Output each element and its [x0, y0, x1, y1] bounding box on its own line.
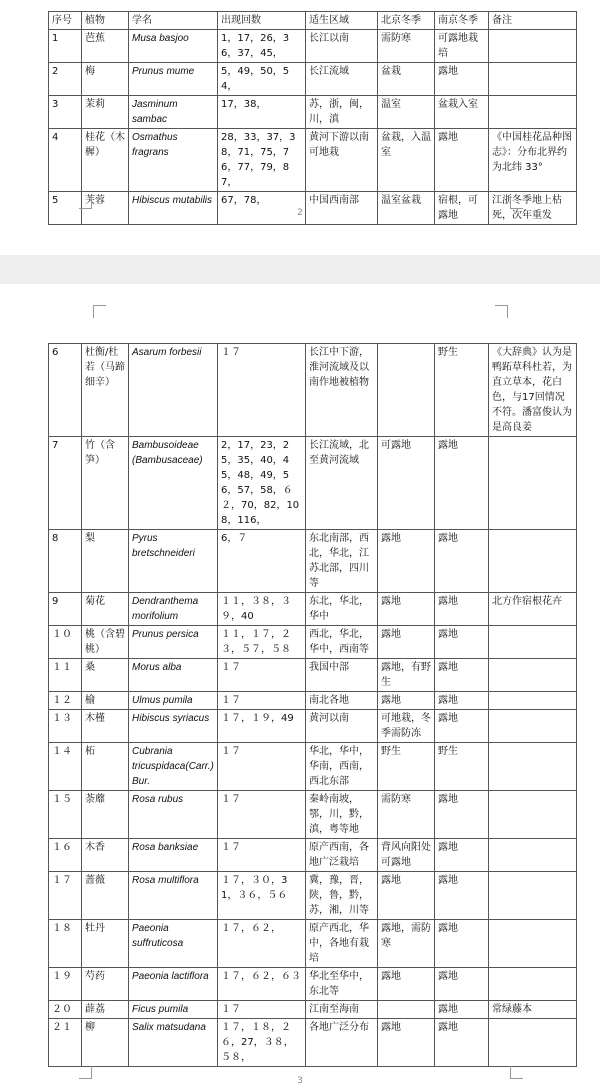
cell-latin-name: Prunus mume — [129, 63, 218, 96]
cell-latin-name: Rosa multiflora — [129, 872, 218, 920]
cell-notes — [489, 791, 577, 839]
table-row — [49, 743, 577, 791]
cell-region: 长江流域 — [306, 63, 378, 96]
cell-occurrences: １７，１９，49 — [218, 710, 306, 743]
cell-region: 长江以南 — [306, 30, 378, 63]
cell-nanjing-winter: 露地 — [435, 626, 489, 659]
cell-latin-name: Dendranthema morifolium — [129, 593, 218, 626]
table-row — [49, 344, 577, 437]
cell-region: 西北，华北，华中，西南等 — [306, 626, 378, 659]
cell-occurrences: １７，１８，２６，27，３８，５８， — [218, 1019, 306, 1067]
cell-plant: 荼蘼 — [82, 791, 129, 839]
cell-region: 东北南部，西北，华北，江苏北部，四川等 — [306, 530, 378, 593]
cell-region: 中国西南部 — [306, 192, 378, 225]
cell-beijing-winter: 需防寒 — [378, 30, 435, 63]
cell-occurrences: １７ — [218, 692, 306, 710]
cell-notes: 《大辞典》认为是鸭跖草科杜若，为直立草本，花白色，与17回情况不符。潘富俊认为是高良姜 — [489, 344, 577, 437]
cell-occurrences: １７，３０，31，３６，５６ — [218, 872, 306, 920]
cell-plant: 柳 — [82, 1019, 129, 1067]
cell-beijing-winter: 露地 — [378, 968, 435, 1001]
cell-nanjing-winter: 露地 — [435, 920, 489, 968]
cell-plant: 桂花（木樨） — [82, 129, 129, 192]
cell-plant: 杜衡/杜若（马蹄细辛） — [82, 344, 129, 437]
column-header: 植物 — [82, 12, 129, 30]
cell-beijing-winter: 温室 — [378, 96, 435, 129]
cell-region: 南北各地 — [306, 692, 378, 710]
cell-region: 黄河下游以南可地栽 — [306, 129, 378, 192]
cell-latin-name: Jasminum sambac — [129, 96, 218, 129]
cell-region: 各地广泛分布 — [306, 1019, 378, 1067]
cell-beijing-winter: 盆栽，入温室 — [378, 129, 435, 192]
plant-table-page-2 — [48, 11, 577, 225]
cell-beijing-winter: 露地 — [378, 692, 435, 710]
cell-region: 长江中下游，淮河流域及以南作地被植物 — [306, 344, 378, 437]
cell-latin-name: Hibiscus mutabilis — [129, 192, 218, 225]
cell-plant: 菊花 — [82, 593, 129, 626]
table-row — [49, 968, 577, 1001]
column-header: 序号 — [49, 12, 82, 30]
cell-notes — [489, 659, 577, 692]
cell-latin-name: Musa basjoo — [129, 30, 218, 63]
cell-notes: 北方作宿根花卉 — [489, 593, 577, 626]
cell-region: 苏，浙，闽，川，滇 — [306, 96, 378, 129]
cell-region: 原产西南，各地广泛栽培 — [306, 839, 378, 872]
cell-beijing-winter: 背风向阳处可露地 — [378, 839, 435, 872]
cell-index: 4 — [49, 129, 82, 192]
cell-index: 2 — [49, 63, 82, 96]
table-row — [49, 710, 577, 743]
cell-region: 冀，豫，晋，陕，鲁，黔，苏，湘，川等 — [306, 872, 378, 920]
column-header: 北京冬季 — [378, 12, 435, 30]
cell-nanjing-winter: 露地 — [435, 968, 489, 1001]
cell-occurrences: １７ — [218, 1001, 306, 1019]
cell-notes — [489, 743, 577, 791]
cell-nanjing-winter: 露地 — [435, 659, 489, 692]
cell-nanjing-winter: 露地 — [435, 791, 489, 839]
cell-notes — [489, 96, 577, 129]
cell-index: １９ — [49, 968, 82, 1001]
cell-beijing-winter: 野生 — [378, 743, 435, 791]
cell-latin-name: Bambusoideae (Bambusaceae) — [129, 437, 218, 530]
table-row — [49, 872, 577, 920]
cell-notes: 《中国桂花品种图志》：分布北界约为北纬 33° — [489, 129, 577, 192]
cell-plant: 梨 — [82, 530, 129, 593]
cell-region: 长江流域，北至黄河流域 — [306, 437, 378, 530]
cell-latin-name: Rosa rubus — [129, 791, 218, 839]
cell-plant: 木槿 — [82, 710, 129, 743]
cell-occurrences: １７ — [218, 344, 306, 437]
cell-index: 6 — [49, 344, 82, 437]
cell-plant: 梅 — [82, 63, 129, 96]
cell-index: １２ — [49, 692, 82, 710]
cell-beijing-winter: 露地 — [378, 530, 435, 593]
cell-nanjing-winter: 盆栽入室 — [435, 96, 489, 129]
corner-mark — [495, 305, 508, 318]
cell-nanjing-winter: 露地 — [435, 1001, 489, 1019]
table-row — [49, 437, 577, 530]
table-row — [49, 920, 577, 968]
cell-beijing-winter: 露地 — [378, 626, 435, 659]
cell-plant: 榆 — [82, 692, 129, 710]
cell-beijing-winter — [378, 1001, 435, 1019]
cell-notes: 常绿藤本 — [489, 1001, 577, 1019]
cell-occurrences: 6，７ — [218, 530, 306, 593]
cell-latin-name: Ficus pumila — [129, 1001, 218, 1019]
cell-notes — [489, 692, 577, 710]
table-row — [49, 839, 577, 872]
column-header: 学名 — [129, 12, 218, 30]
cell-plant: 竹（含笋） — [82, 437, 129, 530]
document-page-3 — [0, 284, 600, 1088]
cell-occurrences: 17，38， — [218, 96, 306, 129]
table-body — [49, 344, 577, 1067]
cell-region: 原产西北，华中，各地有栽培 — [306, 920, 378, 968]
cell-beijing-winter — [378, 344, 435, 437]
table-row — [49, 63, 577, 96]
cell-notes — [489, 1019, 577, 1067]
cell-occurrences: 1，17，26，36，37，45， — [218, 30, 306, 63]
cell-nanjing-winter: 露地 — [435, 710, 489, 743]
cell-index: １７ — [49, 872, 82, 920]
cell-index: １６ — [49, 839, 82, 872]
cell-plant: 芭蕉 — [82, 30, 129, 63]
cell-region: 江南至海南 — [306, 1001, 378, 1019]
cell-notes — [489, 530, 577, 593]
cell-occurrences: １７ — [218, 743, 306, 791]
cell-occurrences: １７ — [218, 791, 306, 839]
table-row — [49, 692, 577, 710]
cell-region: 东北，华北，华中 — [306, 593, 378, 626]
cell-nanjing-winter: 露地 — [435, 872, 489, 920]
cell-beijing-winter: 露地 — [378, 1019, 435, 1067]
cell-latin-name: Prunus persica — [129, 626, 218, 659]
table-row — [49, 593, 577, 626]
table-row — [49, 659, 577, 692]
cell-nanjing-winter: 野生 — [435, 743, 489, 791]
table-row — [49, 626, 577, 659]
table-row — [49, 129, 577, 192]
column-header: 南京冬季 — [435, 12, 489, 30]
column-header: 备注 — [489, 12, 577, 30]
cell-nanjing-winter: 露地 — [435, 63, 489, 96]
cell-region: 华北，华中，华南，西南，西北东部 — [306, 743, 378, 791]
cell-index: 8 — [49, 530, 82, 593]
cell-occurrences: １７，６２， — [218, 920, 306, 968]
cell-index: １４ — [49, 743, 82, 791]
cell-plant: 蔷薇 — [82, 872, 129, 920]
cell-notes — [489, 63, 577, 96]
column-header: 适生区域 — [306, 12, 378, 30]
cell-plant: 芍药 — [82, 968, 129, 1001]
cell-beijing-winter: 可露地 — [378, 437, 435, 530]
cell-notes — [489, 437, 577, 530]
cell-latin-name: Morus alba — [129, 659, 218, 692]
cell-occurrences: 2，17，23，25，35，40，45，48，49，56，57，58，６２，70，82，108，116， — [218, 437, 306, 530]
cell-beijing-winter: 温室盆栽 — [378, 192, 435, 225]
cell-latin-name: Asarum forbesii — [129, 344, 218, 437]
cell-nanjing-winter: 露地 — [435, 530, 489, 593]
document-page-2 — [0, 0, 600, 255]
cell-beijing-winter: 盆栽 — [378, 63, 435, 96]
cell-beijing-winter: 露地 — [378, 593, 435, 626]
cell-nanjing-winter: 可露地栽培 — [435, 30, 489, 63]
cell-index: 7 — [49, 437, 82, 530]
cell-index: ２０ — [49, 1001, 82, 1019]
cell-plant: 芙蓉 — [82, 192, 129, 225]
cell-plant: 柘 — [82, 743, 129, 791]
cell-latin-name: Paeonia lactiflora — [129, 968, 218, 1001]
cell-latin-name: Hibiscus syriacus — [129, 710, 218, 743]
cell-index: 3 — [49, 96, 82, 129]
table-row — [49, 530, 577, 593]
cell-beijing-winter: 需防寒 — [378, 791, 435, 839]
cell-latin-name: Ulmus pumila — [129, 692, 218, 710]
cell-latin-name: Paeonia suffruticosa — [129, 920, 218, 968]
cell-nanjing-winter: 宿根，可露地 — [435, 192, 489, 225]
table-row — [49, 30, 577, 63]
cell-region: 华北至华中，东北等 — [306, 968, 378, 1001]
cell-occurrences: １７ — [218, 659, 306, 692]
cell-index: 9 — [49, 593, 82, 626]
cell-latin-name: Salix matsudana — [129, 1019, 218, 1067]
cell-index: 1 — [49, 30, 82, 63]
cell-region: 我国中部 — [306, 659, 378, 692]
cell-plant: 木香 — [82, 839, 129, 872]
cell-notes — [489, 872, 577, 920]
cell-plant: 薜荔 — [82, 1001, 129, 1019]
table-row — [49, 791, 577, 839]
page-number: 2 — [297, 208, 303, 218]
table-row — [49, 1001, 577, 1019]
table-row — [49, 96, 577, 129]
cell-notes — [489, 30, 577, 63]
cell-nanjing-winter: 露地 — [435, 437, 489, 530]
cell-notes — [489, 839, 577, 872]
cell-beijing-winter: 露地，有野生 — [378, 659, 435, 692]
cell-nanjing-winter: 野生 — [435, 344, 489, 437]
cell-nanjing-winter: 露地 — [435, 1019, 489, 1067]
cell-occurrences: １１，１７，２３，５７，５８ — [218, 626, 306, 659]
cell-occurrences: 28，33，37，38，71，75，76，77，79，87， — [218, 129, 306, 192]
cell-occurrences: 67，78， — [218, 192, 306, 225]
plant-table-page-3 — [48, 343, 577, 1067]
cell-plant: 桑 — [82, 659, 129, 692]
cell-nanjing-winter: 露地 — [435, 692, 489, 710]
cell-index: １３ — [49, 710, 82, 743]
cell-beijing-winter: 露地 — [378, 872, 435, 920]
corner-mark — [93, 305, 106, 318]
cell-beijing-winter: 可地栽，冬季需防冻 — [378, 710, 435, 743]
cell-notes — [489, 920, 577, 968]
cell-plant: 桃（含碧桃） — [82, 626, 129, 659]
cell-index: １５ — [49, 791, 82, 839]
cell-occurrences: １１，３８，３９，40 — [218, 593, 306, 626]
cell-plant: 牡丹 — [82, 920, 129, 968]
cell-plant: 茉莉 — [82, 96, 129, 129]
cell-region: 秦岭南坡，鄂，川，黔，滇，粤等地 — [306, 791, 378, 839]
cell-nanjing-winter: 露地 — [435, 593, 489, 626]
table-body — [49, 30, 577, 225]
cell-latin-name: Rosa banksiae — [129, 839, 218, 872]
cell-latin-name: Pyrus bretschneideri — [129, 530, 218, 593]
cell-notes: 江浙冬季地上枯死，次年重发 — [489, 192, 577, 225]
cell-notes — [489, 626, 577, 659]
cell-notes — [489, 968, 577, 1001]
cell-occurrences: 5，49，50，54， — [218, 63, 306, 96]
cell-nanjing-winter: 露地 — [435, 839, 489, 872]
cell-region: 黄河以南 — [306, 710, 378, 743]
cell-latin-name: Cubrania tricuspidaca(Carr.)Bur. — [129, 743, 218, 791]
cell-beijing-winter: 露地，需防寒 — [378, 920, 435, 968]
cell-index: １０ — [49, 626, 82, 659]
table-row — [49, 1019, 577, 1067]
cell-latin-name: Osmathus fragrans — [129, 129, 218, 192]
column-header: 出现回数 — [218, 12, 306, 30]
page-number: 3 — [297, 1076, 303, 1086]
cell-index: ２１ — [49, 1019, 82, 1067]
cell-index: １８ — [49, 920, 82, 968]
cell-notes — [489, 710, 577, 743]
table-header-row — [49, 12, 577, 30]
cell-index: １１ — [49, 659, 82, 692]
cell-nanjing-winter: 露地 — [435, 129, 489, 192]
cell-occurrences: １７，６２，６３ — [218, 968, 306, 1001]
cell-occurrences: １７ — [218, 839, 306, 872]
cell-index: 5 — [49, 192, 82, 225]
